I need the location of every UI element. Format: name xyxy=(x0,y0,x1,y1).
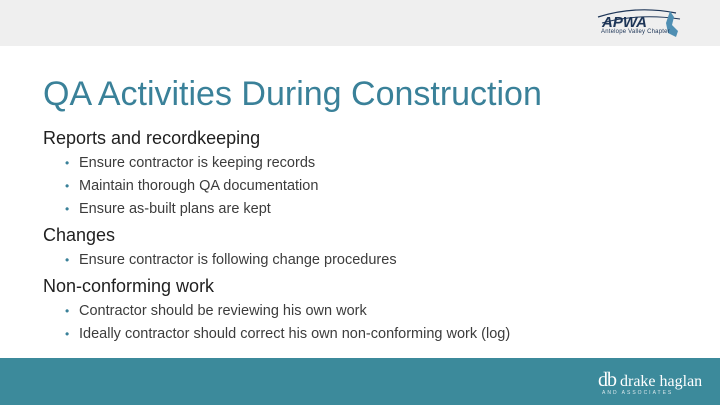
db-logo-name: drake haglan xyxy=(620,373,703,390)
section-heading: Non-conforming work xyxy=(43,276,215,296)
bullet-text: Ensure as-built plans are kept xyxy=(79,201,271,217)
bullet-text: Maintain thorough QA documentation xyxy=(79,178,319,194)
list-item xyxy=(43,175,683,198)
bullet-text: Ideally contractor should correct his own non-conforming work (log) xyxy=(79,326,511,342)
db-logo-mark: db xyxy=(598,369,616,391)
bullet-dot-icon: • xyxy=(65,202,70,216)
drake-haglan-logo xyxy=(598,369,702,392)
section-heading: Changes xyxy=(43,225,116,245)
slide-title: QA Activities During Construction xyxy=(43,75,542,113)
db-logo-subtitle: AND ASSOCIATES xyxy=(602,390,674,396)
section-heading: Reports and recordkeeping xyxy=(43,128,261,148)
bullet-list xyxy=(43,152,683,221)
section-reports xyxy=(43,126,683,221)
list-item xyxy=(43,152,683,175)
list-item xyxy=(43,300,683,323)
list-item xyxy=(43,249,683,272)
bullet-text: Ensure contractor is keeping records xyxy=(79,155,316,171)
bullet-dot-icon: • xyxy=(65,304,70,318)
bullet-dot-icon: • xyxy=(65,179,70,193)
slide-content xyxy=(43,126,683,348)
bullet-text: Ensure contractor is following change procedures xyxy=(79,252,397,268)
bullet-text: Contractor should be reviewing his own work xyxy=(79,303,367,319)
bullet-dot-icon: • xyxy=(65,327,70,341)
section-changes xyxy=(43,223,683,272)
bullet-dot-icon: • xyxy=(65,253,70,267)
list-item xyxy=(43,198,683,221)
list-item xyxy=(43,323,683,346)
bullet-dot-icon: • xyxy=(65,156,70,170)
section-nonconforming xyxy=(43,274,683,346)
apwa-logo xyxy=(596,3,682,43)
bullet-list xyxy=(43,300,683,346)
bullet-list xyxy=(43,249,683,272)
apwa-logo-subtitle: Antelope Valley Chapter xyxy=(601,29,670,35)
apwa-logo-text: APWA xyxy=(602,14,647,31)
